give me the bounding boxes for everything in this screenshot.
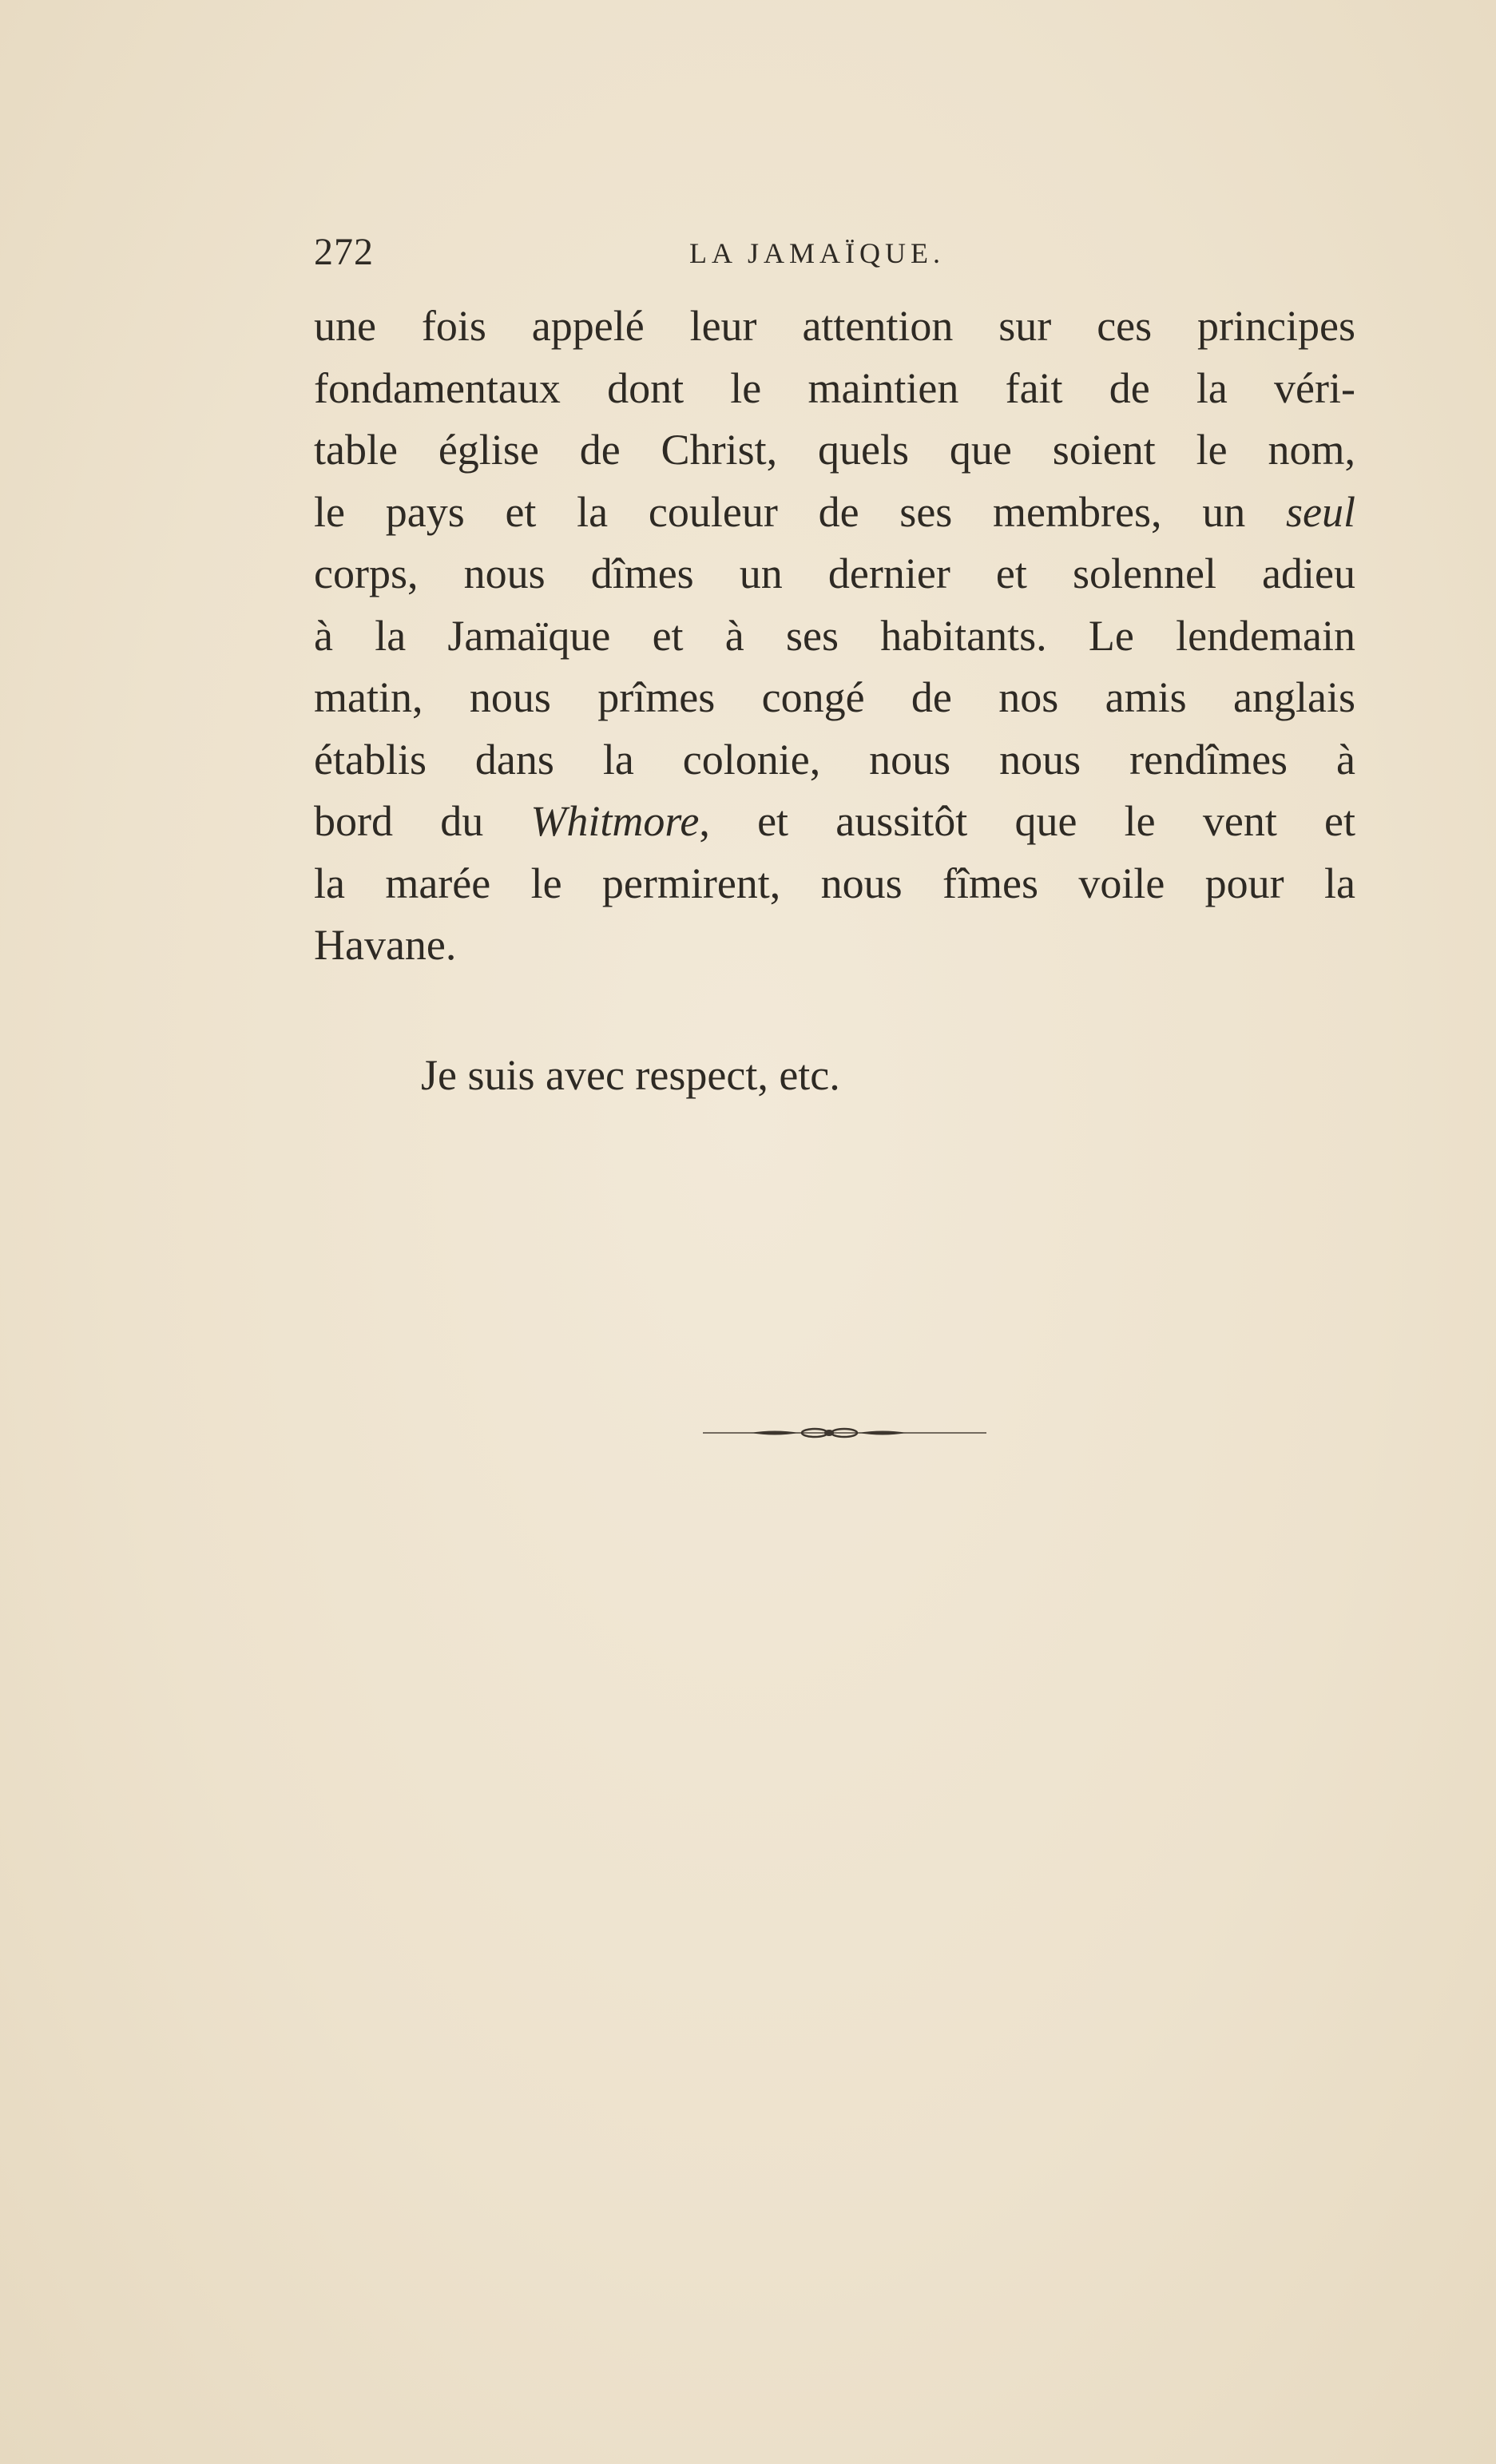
page-header [314,230,1355,286]
text-line: une fois appelé leur attention sur ces principes [314,302,1355,350]
text-line: le pays et la couleur de ses membres, un seul [314,487,1355,536]
italic-ship-name: Whitmore [530,797,700,845]
text-line: fondamentaux dont le maintien fait de la véri- [314,363,1355,412]
page-number: 272 [314,231,374,273]
text-line-last: Havane. [314,921,457,969]
text-line: matin, nous prîmes congé de nos amis anglais [314,673,1355,721]
text-line: à la Jamaïque et à ses habitants. Le lendemain [314,611,1355,660]
ornament-divider [703,1427,986,1438]
body-text [314,296,1355,977]
closing-line: Je suis avec respect, etc. [421,1051,840,1099]
text-line: établis dans la colonie, nous nous rendîmes à [314,735,1355,784]
running-head: LA JAMAÏQUE. [689,237,945,269]
text-line: la marée le permirent, nous fîmes voile pour la [314,859,1355,907]
text-line: table église de Christ, quels que soient le nom, [314,426,1355,474]
text-line: bord du Whitmore, et aussitôt que le vent et [314,797,1355,845]
italic-word-seul: seul [1286,487,1355,536]
text-line: corps, nous dîmes un dernier et solennel adieu [314,550,1355,597]
